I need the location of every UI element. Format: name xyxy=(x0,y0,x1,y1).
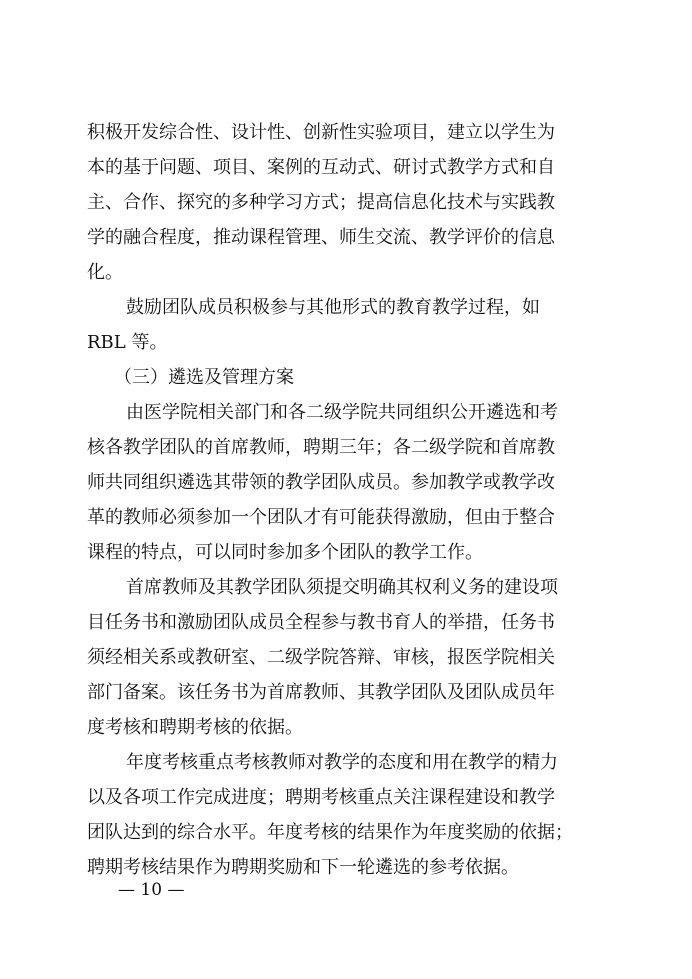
paragraph-line: 团队达到的综合水平。年度考核的结果作为年度奖励的依据； xyxy=(87,822,573,843)
paragraph-line: 学的融合程度，推动课程管理、师生交流、教学评价的信息 xyxy=(87,227,555,248)
paragraph-line: 聘期考核结果作为聘期奖励和下一轮遴选的参考依据。 xyxy=(87,857,519,878)
paragraph-line: 主、合作、探究的多种学习方式；提高信息化技术与实践教 xyxy=(87,192,555,213)
paragraph-line: 鼓励团队成员积极参与其他形式的教育教学过程，如 xyxy=(126,297,540,318)
paragraph-line: 师共同组织遴选其带领的教学团队成员。参加教学或教学改 xyxy=(87,472,555,493)
paragraph-line: 度考核和聘期考核的依据。 xyxy=(87,717,303,738)
paragraph-line: 课程的特点，可以同时参加多个团队的教学工作。 xyxy=(87,542,483,563)
paragraph-line: 年度考核重点考核教师对教学的态度和用在教学的精力 xyxy=(126,752,558,773)
paragraph-line: 部门备案。该任务书为首席教师、其教学团队及团队成员年 xyxy=(87,682,555,703)
paragraph-line: 须经相关系或教研室、二级学院答辩、审核，报医学院相关 xyxy=(87,647,555,668)
paragraph-line: 首席教师及其教学团队须提交明确其权利义务的建设项 xyxy=(126,577,558,598)
paragraph-line: 化。 xyxy=(87,262,123,283)
paragraph-line: 由医学院相关部门和各二级学院共同组织公开遴选和考 xyxy=(126,402,558,423)
paragraph-line: 核各教学团队的首席教师，聘期三年；各二级学院和首席教 xyxy=(87,437,555,458)
paragraph-line: 目任务书和激励团队成员全程参与教书育人的举措，任务书 xyxy=(87,612,555,633)
paragraph-line: 积极开发综合性、设计性、创新性实验项目，建立以学生为 xyxy=(87,122,555,143)
section-heading: （三）遴选及管理方案 xyxy=(114,367,294,388)
paragraph-line: 革的教师必须参加一个团队才有可能获得激励，但由于整合 xyxy=(87,507,555,528)
paragraph-line: 本的基于问题、项目、案例的互动式、研讨式教学方式和自 xyxy=(87,157,555,178)
paragraph-line: RBL 等。 xyxy=(87,332,168,353)
page-number: — 10 — xyxy=(118,880,185,900)
paragraph-line: 以及各项工作完成进度；聘期考核重点关注课程建设和教学 xyxy=(87,787,555,808)
